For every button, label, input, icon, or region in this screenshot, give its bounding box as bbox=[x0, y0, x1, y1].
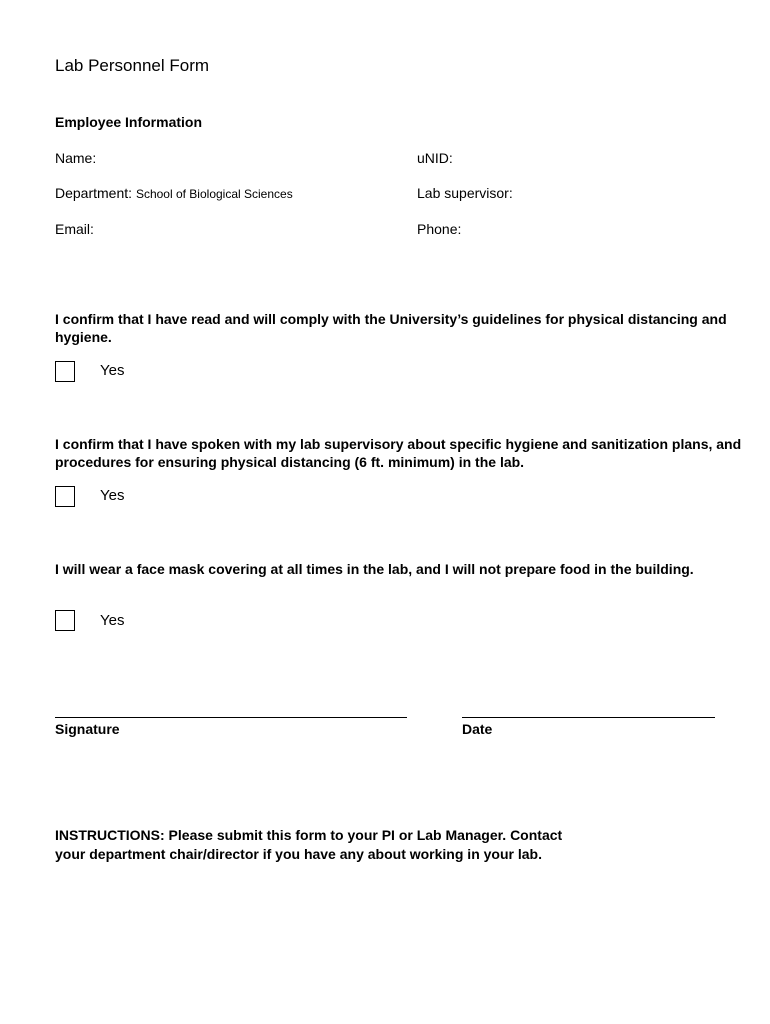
section-heading-employee-information: Employee Information bbox=[55, 114, 203, 130]
unid-field bbox=[417, 150, 453, 166]
yes-label-lab-supervisor-plans: Yes bbox=[100, 487, 125, 504]
signature-line[interactable] bbox=[55, 717, 407, 718]
instructions-line-1: INSTRUCTIONS: Please submit this form to your PI or Lab Manager. Contact bbox=[55, 827, 563, 843]
lab-supervisor-field bbox=[417, 185, 513, 201]
phone-label: Phone: bbox=[417, 221, 462, 237]
instructions-line-2: your department chair/director if you have any about working in your lab. bbox=[55, 846, 542, 862]
yes-label-face-mask: Yes bbox=[100, 612, 125, 629]
phone-field bbox=[417, 221, 461, 237]
email-field bbox=[55, 221, 94, 237]
department-field bbox=[55, 185, 293, 201]
signature-label: Signature bbox=[55, 721, 120, 737]
yes-checkbox-lab-supervisor-plans[interactable] bbox=[55, 486, 75, 507]
question-physical-distancing: I confirm that I have read and will comply with the University’s guidelines for physical distancing and hygiene. bbox=[55, 311, 727, 345]
yes-checkbox-face-mask[interactable] bbox=[55, 610, 75, 631]
question-lab-supervisor-plans: I confirm that I have spoken with my lab supervisory about specific hygiene and sanitization plans, and procedures for ensuring physical distancing (6 ft. minimum) in the lab. bbox=[55, 436, 742, 470]
name-label: Name: bbox=[55, 150, 97, 166]
unid-label: uNID: bbox=[417, 150, 453, 166]
question-face-mask: I will wear a face mask covering at all times in the lab, and I will not prepare food in the building. bbox=[55, 561, 694, 577]
instructions bbox=[55, 826, 675, 864]
date-label: Date bbox=[462, 721, 493, 737]
date-line[interactable] bbox=[462, 717, 715, 718]
department-value: School of Biological Sciences bbox=[135, 187, 293, 201]
email-label: Email: bbox=[55, 221, 94, 237]
name-field bbox=[55, 150, 96, 166]
yes-checkbox-physical-distancing[interactable] bbox=[55, 361, 75, 382]
form-title: Lab Personnel Form bbox=[55, 56, 210, 75]
department-label: Department: bbox=[55, 185, 133, 201]
yes-label-physical-distancing: Yes bbox=[100, 362, 125, 379]
lab-supervisor-label: Lab supervisor: bbox=[417, 185, 513, 201]
